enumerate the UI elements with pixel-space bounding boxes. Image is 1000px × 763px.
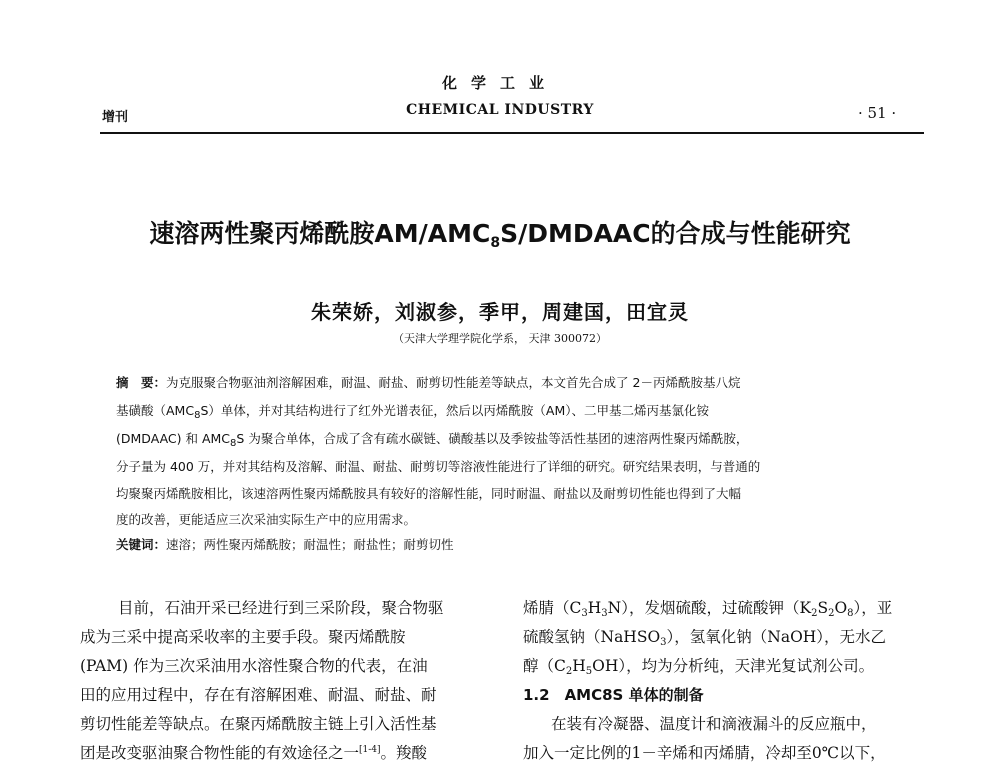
title-subscript: 8 xyxy=(490,235,501,251)
body-right-line xyxy=(523,625,886,648)
keywords-line xyxy=(116,535,454,553)
subscript: 2 xyxy=(565,666,573,677)
journal-title-english: CHEMICAL INDUSTRY xyxy=(406,102,594,118)
subscript: 3 xyxy=(581,608,588,619)
subscript: 3 xyxy=(660,637,667,648)
abstract-text: (DMDAAC) 和 AMC xyxy=(116,431,231,446)
subscript: 2 xyxy=(828,608,835,619)
title-part-1: 速溶两性聚丙烯酰胺AM/AMC xyxy=(149,219,491,248)
body-left-line: 田的应用过程中，存在有溶解困难、耐温、耐盐、耐 xyxy=(80,686,437,704)
keywords-text: 速溶；两性聚丙烯酰胺；耐温性；耐盐性；耐剪切性 xyxy=(166,537,454,552)
body-right-line xyxy=(523,654,874,677)
body-text: OH），均为分析纯，天津光复试剂公司。 xyxy=(592,657,875,675)
body-text: ），氢氧化钠（NaOH），无水乙 xyxy=(666,628,887,646)
title-part-2: S/DMDAAC的合成与性能研究 xyxy=(500,219,851,248)
abstract-label: 摘 要： xyxy=(116,375,167,390)
body-text: 。羧酸 xyxy=(380,744,428,762)
body-text: 团是改变驱油聚合物性能的有效途径之一 xyxy=(80,744,360,762)
journal-title-chinese: 化学工业 xyxy=(441,74,558,92)
abstract-text: S）单体，并对其结构进行了红外光谱表征，然后以丙烯酰胺（AM）、二甲基二烯丙基氯化铵 xyxy=(200,403,709,418)
keywords-label: 关键词： xyxy=(116,537,167,552)
body-text: H xyxy=(572,657,586,675)
body-left-line: (PAM) 作为三次采油用水溶性聚合物的代表，在油 xyxy=(80,657,428,675)
subscript: 2 xyxy=(811,608,818,619)
body-text: O xyxy=(834,599,848,617)
abstract-line xyxy=(116,401,709,421)
abstract-line xyxy=(116,373,740,391)
abstract-text: 基磺酸（AMC xyxy=(116,403,195,418)
body-left-line: 剪切性能差等缺点。在聚丙烯酰胺主链上引入活性基 xyxy=(80,715,437,733)
citation-ref: [1-4] xyxy=(359,745,381,755)
body-left-line: 目前，石油开采已经进行到三采阶段，聚合物驱 xyxy=(118,599,444,617)
body-text: 硫酸氢钠（NaHSO xyxy=(523,628,661,646)
subscript: 5 xyxy=(585,666,593,677)
body-text: H xyxy=(587,599,602,617)
body-right-line: 加入一定比例的1－辛烯和丙烯腈，冷却至0℃以下， xyxy=(523,744,886,762)
body-left-line: 成为三采中提高采收率的主要手段。聚丙烯酰胺 xyxy=(80,628,406,646)
body-text: S xyxy=(817,599,829,617)
body-text: 醇（C xyxy=(523,657,566,675)
abstract-text: 为克服聚合物驱油剂溶解困难，耐温、耐盐、耐剪切性能差等缺点，本文首先合成了 2－丙烯酰胺基八烷 xyxy=(166,375,741,390)
abstract-line: 均聚聚丙烯酰胺相比，该速溶两性聚丙烯酰胺具有较好的溶解性能，同时耐温、耐盐以及耐剪切性能也得到了大幅 xyxy=(116,486,742,501)
section-heading: 1.2 AMC8S 单体的制备 xyxy=(523,686,704,704)
abstract-subscript: 8 xyxy=(230,438,237,449)
subscript: 8 xyxy=(847,608,854,619)
body-text: N），发烟硫酸，过硫酸钾（K xyxy=(607,599,812,617)
body-text: 烯腈（C xyxy=(523,599,582,617)
abstract-line: 度的改善，更能适应三次采油实际生产中的应用需求。 xyxy=(116,512,417,527)
supplement-label: 增刊 xyxy=(102,110,129,125)
header-rule xyxy=(100,132,924,134)
page-number: · 51 · xyxy=(858,104,897,122)
abstract-line xyxy=(116,429,748,449)
article-title xyxy=(0,214,1000,251)
abstract-line: 分子量为 400 万，并对其结构及溶解、耐温、耐盐、耐剪切等溶液性能进行了详细的研究。研究结果表明，与普通的 xyxy=(116,459,761,474)
affiliation: （天津大学理学院化学系， 天津 300072） xyxy=(393,332,607,345)
body-right-line xyxy=(523,596,892,619)
author-list: 朱荣娇，刘淑参，季甲，周建国，田宜灵 xyxy=(311,300,689,324)
abstract-subscript: 8 xyxy=(194,410,201,421)
body-text: ），亚 xyxy=(853,599,893,617)
abstract-text: S 为聚合单体，合成了含有疏水碳链、磺酸基以及季铵盐等活性基团的速溶两性聚丙烯酰胺， xyxy=(236,431,749,446)
body-right-line: 在装有冷凝器、温度计和滴液漏斗的反应瓶中， xyxy=(551,715,877,733)
subscript: 3 xyxy=(601,608,608,619)
